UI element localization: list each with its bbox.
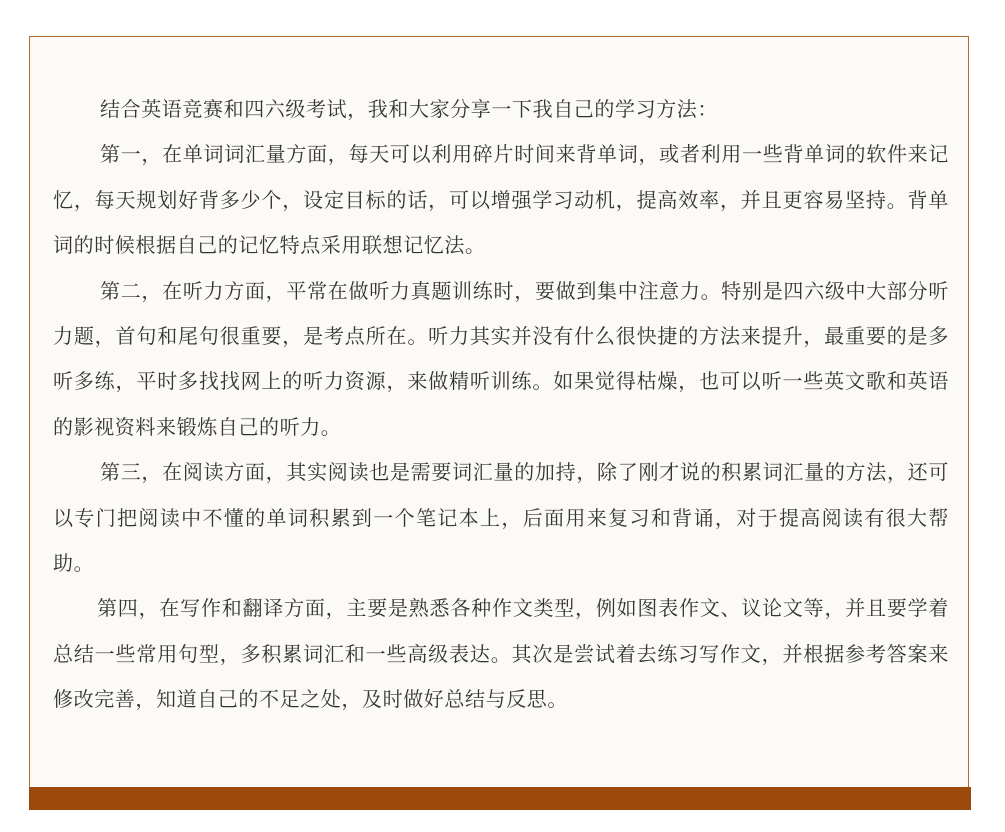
- paragraph-listening: 第二，在听力方面，平常在做听力真题训练时，要做到集中注意力。特别是四六级中大部分听力题，首句和尾句很重要，是考点所在。听力其实并没有什么很快捷的方法来提升，最重要的是多听多练，平时多找找网上的听力资源，来做精听训练。如果觉得枯燥，也可以听一些英文歌和英语的影视资料来锻炼自己的听力。: [53, 278, 949, 439]
- article-card: [29, 36, 969, 787]
- bottom-decorative-bar: [29, 787, 971, 810]
- paragraph-writing-translation: 第四，在写作和翻译方面，主要是熟悉各种作文类型，例如图表作文、议论文等，并且要学着总结一些常用句型，多积累词汇和一些高级表达。其次是尝试着去练习写作文，并根据参考答案来修改完善，知道自己的不足之处，及时做好总结与反思。: [53, 596, 949, 712]
- paragraph-reading: 第三，在阅读方面，其实阅读也是需要词汇量的加持，除了刚才说的积累词汇量的方法，还可以专门把阅读中不懂的单词积累到一个笔记本上，后面用来复习和背诵，对于提高阅读有很大帮助。: [53, 460, 949, 576]
- article-body: [53, 87, 949, 723]
- paragraph-vocabulary: 第一，在单词词汇量方面，每天可以利用碎片时间来背单词，或者利用一些背单词的软件来记忆，每天规划好背多少个，设定目标的话，可以增强学习动机，提高效率，并且更容易坚持。背单词的时候根据自己的记忆特点采用联想记忆法。: [53, 142, 949, 258]
- intro-paragraph: 结合英语竞赛和四六级考试，我和大家分享一下我自己的学习方法：: [100, 97, 718, 121]
